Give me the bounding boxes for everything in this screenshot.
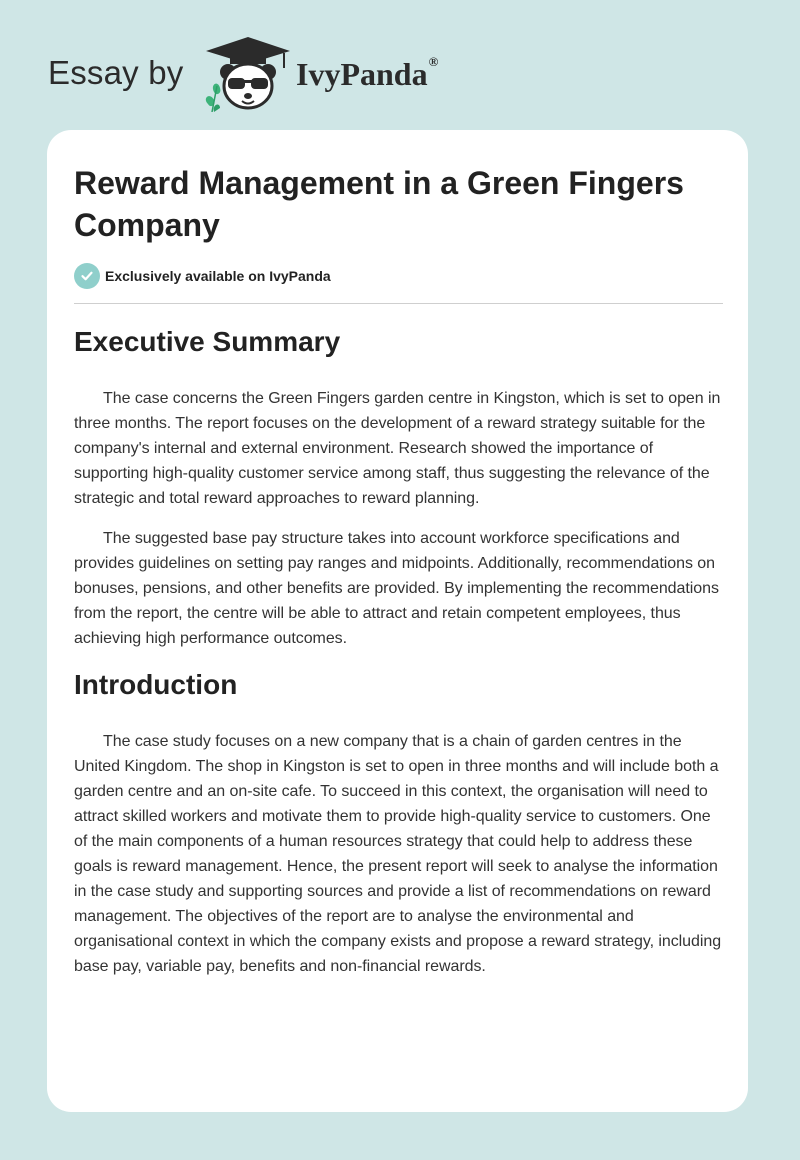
exclusive-label: Exclusively available on IvyPanda (105, 268, 331, 284)
exclusive-badge (74, 263, 331, 289)
registered-mark: ® (428, 54, 439, 69)
essay-title: Reward Management in a Green Fingers Company (74, 165, 684, 243)
title-divider (74, 303, 723, 304)
brand-name-text: IvyPanda (296, 56, 428, 92)
panda-graduate-logo-icon[interactable] (200, 34, 296, 112)
check-icon (74, 263, 100, 289)
site-header (48, 34, 548, 114)
paragraph: The case study focuses on a new company that is a chain of garden centres in the United Kingdom. The shop in Kingston is set to open in three months and will include both a garden centre and an on-site cafe. To succeed in this context, the organisation will need to attract skilled workers and motivate them to provide high-quality service to customers. One of the main components of a human resources strategy that could help to address these goals is reward management. Hence, the present report will seek to analyse the information in the case study and supporting sources and provide a list of recommendations on reward management. The objectives of the report are to analyse the environmental and organisational context in which the company exists and propose a reward strategy, including base pay, variable pay, benefits and non-financial rewards. (74, 733, 722, 975)
brand-name[interactable] (296, 56, 438, 93)
section-heading-introduction: Introduction (74, 669, 238, 700)
section-heading-executive-summary: Executive Summary (74, 326, 341, 357)
paragraph: The suggested base pay structure takes into account workforce specifications and provides guidelines on setting pay ranges and midpoints. Additionally, recommendations on bonuses, pensions, and other benefits are provided. By implementing the recommendations from the report, the centre will be able to attract and retain competent employees, thus achieving high performance outcomes. (74, 530, 719, 647)
essay-by-label: Essay by (48, 54, 184, 91)
essay-card (47, 130, 748, 1112)
paragraph: The case concerns the Green Fingers garden centre in Kingston, which is set to open in three months. The report focuses on the development of a reward strategy suitable for the company's internal and external environment. Research showed the importance of supporting high-quality customer service among staff, thus suggesting the relevance of the strategic and total reward approaches to reward planning. (74, 390, 721, 507)
